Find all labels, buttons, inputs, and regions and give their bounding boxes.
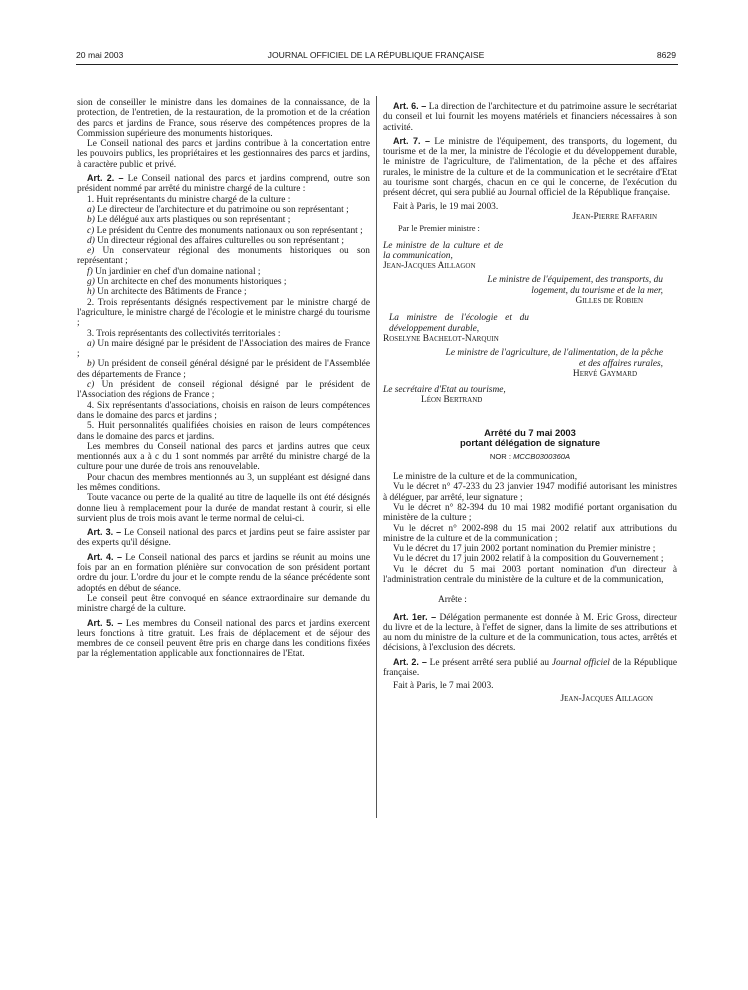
list-item-text: Un architecte en chef des monuments historiques ; <box>94 277 287 288</box>
minister-culture-title: Le ministre de la culture et de la communication, <box>383 240 503 261</box>
list-item <box>77 267 370 277</box>
journal-name: Journal officiel <box>551 657 610 668</box>
minister-agriculture-name: Hervé Gaymard <box>572 368 637 379</box>
by-prime-minister: Par le Premier ministre : <box>398 224 480 234</box>
arrete-decision-label: Arrête : <box>438 595 467 606</box>
list-item-marker: b) <box>87 215 95 226</box>
arrete-visas <box>383 472 677 585</box>
paragraph: Toute vacance ou perte de la qualité au titre de laquelle ils ont été désignés donne lieu à remplacement pour la durée de mandat restant à courir, si elle survient plus de trois mois avant le terme normal de celui-ci. <box>77 493 370 524</box>
minister-ecology-title: La ministre de l'écologie et du développement durable, <box>389 313 529 334</box>
minister-culture-name: Jean-Jacques Aillagon <box>383 261 476 272</box>
list-item-marker: e) <box>87 246 95 257</box>
list-item-marker: d) <box>87 235 95 246</box>
list-item <box>77 277 370 287</box>
list-item <box>77 339 370 360</box>
arrete-title <box>383 428 677 449</box>
article-text: Le Conseil national des parcs et jardins peut se faire assister par des experts qu'il désigne. <box>77 528 370 549</box>
list-item-text: Le délégué aux arts plastiques ou son représentant ; <box>94 215 291 226</box>
article-text: Les membres du Conseil national des parcs et jardins exercent leurs fonctions à titre gratuit. Les frais de déplacement et de séjour des membres de ce conseil peuvent être pris en charge dans les conditions fixées par la réglementation applicable aux fonctionnaires de l'Etat. <box>77 618 370 660</box>
header-rule <box>76 64 678 65</box>
list-item <box>77 359 370 380</box>
article-label: Art. 2. – <box>393 656 427 667</box>
list-item-text: Un architecte des Bâtiments de France ; <box>94 287 247 298</box>
arrete-title-line2: portant délégation de signature <box>459 437 601 449</box>
list-item-text: Un conservateur régional des monuments historiques ou son représentant ; <box>77 246 370 267</box>
secretary-tourism-title: Le secrétaire d'Etat au tourisme, <box>383 385 506 396</box>
paragraph: 1. Huit représentants du ministre chargé de la culture : <box>87 194 291 205</box>
list-item <box>77 226 370 236</box>
arrete-article-2 <box>383 657 677 679</box>
page-header <box>76 50 676 62</box>
article-paragraph <box>383 136 677 199</box>
article-paragraph <box>77 527 370 549</box>
list-item-marker: h) <box>87 287 95 298</box>
article-text: La direction de l'architecture et du patrimoine assure le secrétariat du conseil et lui fournit les moyens matériels et financiers nécessaires à son activité. <box>383 102 677 133</box>
list-item <box>77 287 370 297</box>
article-label: Art. 6. – <box>393 101 427 111</box>
list-item <box>77 215 370 225</box>
decree-articles-end <box>383 101 677 199</box>
minister-ecology-name: Roselyne Bachelot-Narquin <box>383 333 499 344</box>
header-journal-title: JOURNAL OFFICIEL DE LA RÉPUBLIQUE FRANÇAISE <box>267 50 485 60</box>
article-paragraph <box>77 552 370 594</box>
list-item <box>77 380 370 401</box>
paragraph: 2. Trois représentants désignés respectivement par le ministre chargé de l'agriculture, le ministre chargé de l'écologie et le ministre chargé du tourisme ; <box>77 297 370 329</box>
arrete-signer: Jean-Jacques Aillagon <box>560 693 653 704</box>
article-text: Le présent arrêté sera publié au <box>426 657 552 668</box>
list-item-text: Le directeur de l'architecture et du patrimoine ou son représentant ; <box>94 204 349 215</box>
list-item-text: Un président de conseil général désigné par le président de l'Assemblée des départements de France ; <box>77 359 370 380</box>
visa-paragraph: Vu le décret n° 2002-898 du 15 mai 2002 relatif aux attributions du ministre de la culture et de la communication ; <box>383 523 677 544</box>
list-item <box>77 236 370 246</box>
list-item-marker: c) <box>87 225 95 236</box>
article-text-end: de la République française. <box>383 657 677 679</box>
right-column <box>383 98 677 704</box>
list-item-text: Un président de conseil régional désigné par le président de l'Association des régions de France ; <box>77 380 370 401</box>
paragraph: Le conseil peut être convoqué en séance extraordinaire sur demande du ministre chargé de la culture. <box>77 593 370 615</box>
list-item-marker: b) <box>87 359 95 370</box>
article-text: Délégation permanente est donnée à M. Eric Gross, directeur du livre et de la lecture, à l'effet de signer, dans la limite de ses attributions et au nom du ministre de la culture et de la communication, tous actes, arrêtés et décisions, à l'exclusion des décrets. <box>383 612 677 654</box>
list-item-text: Un maire désigné par le président de l'Association des maires de France ; <box>77 338 370 360</box>
nor-value: MCCB0300360A <box>513 451 571 461</box>
arrete-title-line1: Arrêté du 7 mai 2003 <box>484 426 576 438</box>
list-item <box>77 246 370 267</box>
minister-equipment-title: Le ministre de l'équipement, des transports, du logement, du tourisme et de la mer, <box>487 275 663 296</box>
article-label: Art. 1er. – <box>393 611 437 622</box>
paragraph: 5. Huit personnalités qualifiées choisies en raison de leurs compétences dans le domaine des parcs et jardins. <box>77 421 370 442</box>
signature-date-line: Fait à Paris, le 19 mai 2003. <box>393 201 499 212</box>
list-item-marker: g) <box>87 277 95 288</box>
nor-reference <box>383 452 677 462</box>
header-page-number: 8629 <box>656 50 676 60</box>
article-text: Le Conseil national des parcs et jardins se réunit au moins une fois par an en formation plénière sur convocation de son président portant ordre du jour. L'ordre du jour et le compte rendu de la séance précédente sont adoptés en début de séance. <box>77 552 370 594</box>
list-item-text: Un directeur régional des affaires culturelles ou son représentant ; <box>94 235 345 246</box>
article-text: Le ministre de l'équipement, des transports, du logement, du tourisme et de la mer, la ministre de l'écologie et du développement durable, le ministre de l'agriculture, de l'alimentation, de la pêche et des affaires rurales, le ministre de la culture et de la communication et le secrétaire d'Etat au tourisme sont chargés, chacun en ce qui le concerne, de l'exécution du présent décret, qui sera publié au Journal officiel de la République française. <box>383 136 677 199</box>
secretary-tourism-name: Léon Bertrand <box>421 395 483 406</box>
paragraph: Le Conseil national des parcs et jardins contribue à la concertation entre les pouvoirs publics, les propriétaires et les gestionnaires des parcs et jardins, à caractère public et privé. <box>77 139 370 170</box>
left-column <box>77 98 370 660</box>
visa-paragraph: Vu le décret du 5 mai 2003 portant nomination d'un directeur à l'administration centrale du ministère de la culture et de la communication, <box>383 564 677 585</box>
list-item-marker: a) <box>87 338 95 349</box>
signer-prime-minister: Jean-Pierre Raffarin <box>572 211 657 222</box>
paragraph: 3. Trois représentants des collectivités territoriales : <box>87 328 281 339</box>
minister-equipment-name: Gilles de Robien <box>575 296 643 307</box>
nor-label: NOR : <box>489 451 511 461</box>
header-date: 20 mai 2003 <box>76 50 124 60</box>
article-label: Art. 2. – <box>87 173 124 184</box>
visa-paragraph: Vu le décret n° 82-394 du 10 mai 1982 modifié portant organisation du ministère de la culture ; <box>383 502 677 524</box>
paragraph: Pour chacun des membres mentionnés au 3, un suppléant est désigné dans les mêmes conditions. <box>77 472 370 493</box>
minister-agriculture-title: Le ministre de l'agriculture, de l'alimentation, de la pêche et des affaires rurales, <box>445 348 663 369</box>
paragraph: Les membres du Conseil national des parcs et jardins autres que ceux mentionnés aux a à c du 1 sont nommés par arrêté du ministre chargé de la culture pour une durée de trois ans renouvelable. <box>77 441 370 473</box>
article-paragraph <box>383 101 677 133</box>
list-item-marker: a) <box>87 204 95 215</box>
column-divider <box>376 96 377 818</box>
article-label: Art. 4. – <box>87 551 122 562</box>
visa-paragraph: Vu le décret du 17 juin 2002 relatif à la composition du Gouvernement ; <box>393 554 664 565</box>
visa-paragraph: Le ministre de la culture et de la communication, <box>393 472 578 483</box>
list-item <box>77 205 370 215</box>
visa-paragraph: Vu le décret du 17 juin 2002 portant nomination du Premier ministre ; <box>393 544 656 555</box>
article-label: Art. 5. – <box>87 617 123 628</box>
article-label: Art. 7. – <box>393 135 431 146</box>
list-item-marker: c) <box>87 380 95 391</box>
list-item-text: Un jardinier en chef d'un domaine national ; <box>92 266 261 277</box>
list-item-marker: f) <box>87 266 93 277</box>
arrete-article-1 <box>383 612 677 654</box>
article-text: Le Conseil national des parcs et jardins comprend, outre son président nommé par arrêté du ministre chargé de la culture : <box>77 174 370 195</box>
visa-paragraph: Vu le décret n° 47-233 du 23 janvier 1947 modifié autorisant les ministres à déléguer, par arrêté, leur signature ; <box>383 482 677 503</box>
arrete-signature-date: Fait à Paris, le 7 mai 2003. <box>393 681 494 692</box>
list-item-text: Le président du Centre des monuments nationaux ou son représentant ; <box>94 225 363 236</box>
article-paragraph <box>77 173 370 195</box>
article-label: Art. 3. – <box>87 527 122 538</box>
article-paragraph <box>77 618 370 660</box>
paragraph: 4. Six représentants d'associations, choisis en raison de leurs compétences dans le domaine des parcs et jardins ; <box>77 400 370 421</box>
paragraph: sion de conseiller le ministre dans les domaines de la connaissance, de la protection, de l'entretien, de la restauration, de la promotion et de la création des parcs et jardins de France, sous réserve des compétences propres de la Commission supérieure des monuments historiques. <box>77 98 370 139</box>
